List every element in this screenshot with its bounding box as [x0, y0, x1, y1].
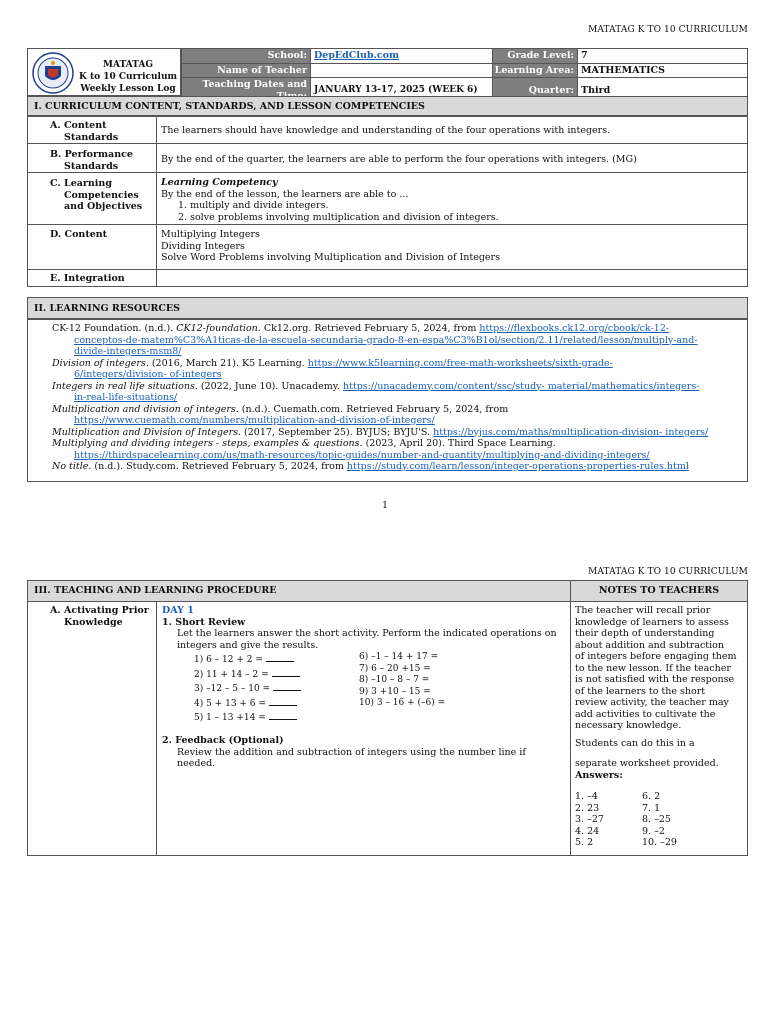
area-label: Learning Area: — [493, 63, 578, 78]
resource-item: Multiplication and division of integers. (n.d.). Cuemath.com. Retrieved February 5, 2024, from — [52, 403, 509, 415]
content-standards-text: The learners should have knowledge and understanding of the four operations with integers. — [161, 125, 611, 136]
section1-table — [27, 116, 748, 287]
content-label: D. Content — [50, 229, 108, 240]
procedure-table — [27, 580, 748, 856]
exercise-item: 5) 1 – 13 +14 = — [194, 710, 301, 725]
exercise-item: 9) 3 +10 – 15 = — [359, 686, 431, 697]
area-value: MATHEMATICS — [578, 63, 748, 78]
resource-item: Multiplying and dividing integers - steps, examples & questions. (2023, April 20). Third Space Learning. — [52, 438, 556, 449]
deped-seal-icon — [32, 52, 74, 94]
resources-list — [27, 319, 748, 482]
curriculum-label: MATATAG K TO 10 CURRICULUM — [588, 25, 748, 35]
performance-standards-text: By the end of the quarter, the learners are able to perform the four operations with integers. (MG) — [161, 154, 637, 165]
grade-label: Grade Level: — [493, 49, 578, 64]
exercise-item: 6) –1 – 14 + 17 = — [359, 652, 439, 662]
content-list: Multiplying Integers Dividing Integers Solve Word Problems involving Multiplication and Division of Integers — [161, 229, 500, 263]
logo-block — [27, 48, 181, 96]
resource-link[interactable]: https://www.cuemath.com/numbers/multiplication-and-division-of-integers/ — [74, 415, 435, 426]
school-link[interactable]: DepEdClub.com — [314, 50, 400, 61]
exercises-left — [194, 652, 301, 725]
exercise-item: 1) 6 – 12 + 2 = — [194, 652, 301, 667]
resource-item: Division of integers. (2016, March 21). K5 Learning. https://www.k5learning.com/free-math-worksheets/sixth-grade- — [52, 357, 613, 369]
day1-content: DAY 1 1. Short Review Let the learners answer the short activity. Perform the indicated operations on integers and give the results. — [162, 605, 567, 651]
exercise-item: 10) 3 – 16 + (–6) = — [359, 698, 446, 709]
teacher-value — [311, 63, 493, 78]
resource-link[interactable]: https://unacademy.com/content/ssc/study- material/mathematics/integers- — [342, 380, 700, 392]
exercises-right — [359, 652, 445, 710]
school-label: School: — [182, 49, 311, 64]
content-standards-label: A. Content Standards — [50, 120, 119, 143]
resource-link[interactable]: conceptos-de-matem%C3%A1ticas-de-la-escuela-secundaria-grado-8-en-espa%C3%B1ol/section/2.11/related/lesson/multiply-and- — [74, 334, 698, 346]
feedback-block: 2. Feedback (Optional) Review the addition and subtraction of integers using the number line if needed. — [162, 735, 567, 770]
notes-title: NOTES TO TEACHERS — [598, 585, 720, 596]
section2-title: II. LEARNING RESOURCES — [27, 297, 748, 319]
resource-item: CK-12 Foundation. (n.d.). CK12-foundation. Ck12.org. Retrieved February 5, 2024, from https://flexbooks.ck12.org/cbook/ck-12- — [52, 323, 670, 334]
quarter-label: Quarter: — [493, 78, 578, 104]
exercise-item: 7) 6 – 20 +15 = — [359, 663, 431, 674]
resource-link[interactable]: https://www.k5learning.com/free-math-worksheets/sixth-grade- — [307, 357, 613, 369]
section3-title: III. TEACHING AND LEARNING PROCEDURE — [34, 585, 277, 596]
resource-link[interactable]: https://study.com/learn/lesson/integer-operations-properties-rules.html — [346, 461, 689, 472]
exercise-item: 8) –10 – 8 – 7 = — [359, 675, 430, 686]
exercise-item: 4) 5 + 13 + 6 = — [194, 696, 301, 711]
resource-link[interactable]: in-real-life-situations/ — [74, 392, 178, 403]
section1-title: I. CURRICULUM CONTENT, STANDARDS, AND LESSON COMPETENCIES — [27, 96, 748, 116]
header-table — [181, 48, 748, 96]
resource-item: No title. (n.d.). Study.com. Retrieved February 5, 2024, from https://study.com/learn/lesson/integer-operations-properties-rules.html — [52, 461, 689, 472]
resource-item: Integers in real life situations. (2022, June 10). Unacademy. https://unacademy.com/content/ssc/study- material/mathematics/integers- — [52, 380, 700, 392]
notes-text: The teacher will recall prior knowledge of learners to assess their depth of understanding about addition and subtraction of integers before engaging them to the new lesson. If the teacher is not satisfied with the response of the learners to the short review activity, the teacher may add activities to cultivate the necessary knowledge. Students can do this in a separate worksheet provided. Answers: — [575, 605, 745, 781]
answers-right: 6. 2 7. 1 8. –25 9. –2 10. –29 — [642, 791, 677, 848]
resource-link[interactable]: https://flexbooks.ck12.org/cbook/ck-12- — [479, 323, 670, 334]
exercise-item: 2) 11 + 14 – 2 = — [194, 667, 301, 682]
competencies-text: Learning Competency By the end of the lesson, the learners are able to ... 1. multiply and divide integers. 2. solve problems involving multiplication and division of integers. — [161, 177, 499, 223]
short-review-title: 1. Short Review — [162, 616, 246, 628]
performance-standards-label: B. Performance Standards — [50, 149, 133, 172]
competencies-label: C. Learning Competencies and Objectives — [50, 178, 143, 212]
page-number: 1 — [381, 500, 389, 511]
resource-link[interactable]: https://byjus.com/maths/multiplication-division- integers/ — [433, 426, 709, 438]
activating-knowledge-label: A. Activating Prior Knowledge — [50, 605, 149, 628]
feedback-title: 2. Feedback (Optional) — [162, 735, 284, 746]
day-label: DAY 1 — [162, 605, 194, 616]
curriculum-label-2: MATATAG K TO 10 CURRICULUM — [588, 567, 748, 577]
answers-left: 1. –4 2. 23 3. –27 4. 24 5. 2 — [575, 791, 604, 848]
resource-item: Multiplication and Division of Integers. (2017, September 25). BYJUS; BYJU'S. https://byjus.com/maths/multiplication-division- integers/ — [52, 426, 709, 438]
answers-label: Answers: — [575, 769, 623, 781]
resource-link[interactable]: 6/integers/division- of-integers — [74, 369, 222, 380]
grade-value: 7 — [578, 49, 748, 64]
resource-link[interactable]: divide-integers-msm8/ — [74, 346, 182, 357]
resource-link[interactable]: https://thirdspacelearning.com/us/math-resources/topic-guides/number-and-quantity/multiplying-and-dividing-integers/ — [74, 449, 650, 461]
teacher-label: Name of Teacher — [182, 63, 311, 78]
quarter-value: Third — [578, 78, 748, 104]
dates-value: JANUARY 13-17, 2025 (WEEK 6) — [311, 78, 493, 104]
exercise-item: 3) –12 – 5 – 10 = — [194, 681, 301, 696]
dates-label: Teaching Dates and — [182, 78, 311, 104]
integration-label: E. Integration — [50, 273, 125, 284]
logo-title: MATATAG K to 10 Curriculum Weekly Lesson Log — [78, 60, 178, 94]
